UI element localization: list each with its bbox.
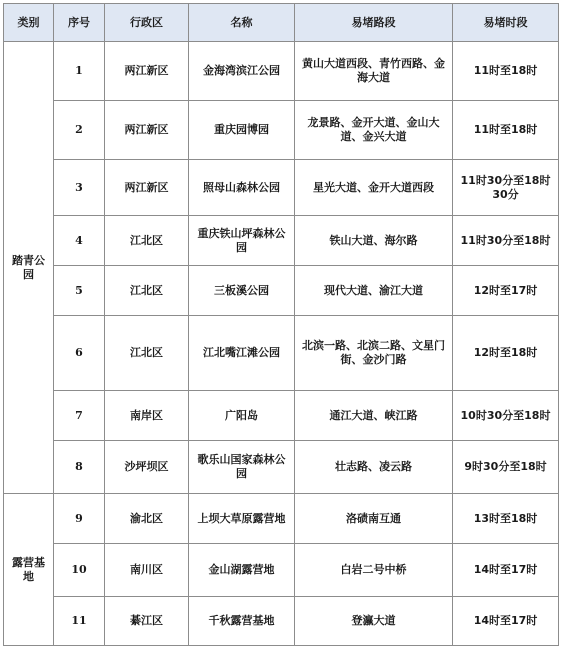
table-row: [4, 266, 559, 316]
header-name: 名称: [189, 4, 295, 42]
name-cell: 广阳岛: [189, 391, 295, 441]
time-cell: 14时至17时: [453, 544, 559, 597]
district-cell: 江北区: [105, 216, 189, 266]
time-cell: 12时至17时: [453, 266, 559, 316]
time-cell: 10时30分至18时: [453, 391, 559, 441]
name-cell: 重庆铁山坪森林公园: [189, 216, 295, 266]
row-number: 5: [54, 266, 105, 316]
header-roads: 易堵路段: [295, 4, 453, 42]
time-cell: 11时30分至18时: [453, 216, 559, 266]
congestion-table: [3, 3, 559, 646]
table-row: [4, 391, 559, 441]
table-row: [4, 216, 559, 266]
district-cell: 綦江区: [105, 597, 189, 646]
roads-cell: 星光大道、金开大道西段: [295, 160, 453, 216]
row-number: 1: [54, 42, 105, 101]
row-number: 2: [54, 101, 105, 160]
roads-cell: 通江大道、峡江路: [295, 391, 453, 441]
roads-cell: 白岩二号中桥: [295, 544, 453, 597]
district-cell: 南川区: [105, 544, 189, 597]
table-row: [4, 597, 559, 646]
row-number: 7: [54, 391, 105, 441]
table-row: [4, 316, 559, 391]
name-cell: 江北嘴江滩公园: [189, 316, 295, 391]
category-cell: 露营基地: [4, 494, 54, 646]
roads-cell: 壮志路、凌云路: [295, 441, 453, 494]
roads-cell: 铁山大道、海尔路: [295, 216, 453, 266]
name-cell: 歌乐山国家森林公园: [189, 441, 295, 494]
row-number: 6: [54, 316, 105, 391]
roads-cell: 洛碛南互通: [295, 494, 453, 544]
name-cell: 金海湾滨江公园: [189, 42, 295, 101]
district-cell: 两江新区: [105, 42, 189, 101]
header-time: 易堵时段: [453, 4, 559, 42]
district-cell: 渝北区: [105, 494, 189, 544]
table-row: [4, 544, 559, 597]
district-cell: 江北区: [105, 266, 189, 316]
roads-cell: 北滨一路、北滨二路、文星门街、金沙门路: [295, 316, 453, 391]
row-number: 3: [54, 160, 105, 216]
roads-cell: 现代大道、渝江大道: [295, 266, 453, 316]
table-row: [4, 160, 559, 216]
time-cell: 11时至18时: [453, 101, 559, 160]
row-number: 4: [54, 216, 105, 266]
district-cell: 江北区: [105, 316, 189, 391]
time-cell: 14时至17时: [453, 597, 559, 646]
name-cell: 重庆园博园: [189, 101, 295, 160]
row-number: 10: [54, 544, 105, 597]
header-row: [4, 4, 559, 42]
category-cell: 踏青公园: [4, 42, 54, 494]
table-row: [4, 441, 559, 494]
name-cell: 三板溪公园: [189, 266, 295, 316]
time-cell: 13时至18时: [453, 494, 559, 544]
time-cell: 12时至18时: [453, 316, 559, 391]
district-cell: 两江新区: [105, 160, 189, 216]
header-category: 类别: [4, 4, 54, 42]
time-cell: 11时30分至18时30分: [453, 160, 559, 216]
name-cell: 金山湖露营地: [189, 544, 295, 597]
district-cell: 两江新区: [105, 101, 189, 160]
table-row: [4, 101, 559, 160]
row-number: 8: [54, 441, 105, 494]
roads-cell: 黄山大道西段、青竹西路、金海大道: [295, 42, 453, 101]
name-cell: 上坝大草原露营地: [189, 494, 295, 544]
header-district: 行政区: [105, 4, 189, 42]
roads-cell: 龙景路、金开大道、金山大道、金兴大道: [295, 101, 453, 160]
district-cell: 沙坪坝区: [105, 441, 189, 494]
table-row: [4, 42, 559, 101]
time-cell: 9时30分至18时: [453, 441, 559, 494]
row-number: 11: [54, 597, 105, 646]
name-cell: 千秋露营基地: [189, 597, 295, 646]
district-cell: 南岸区: [105, 391, 189, 441]
roads-cell: 登瀛大道: [295, 597, 453, 646]
row-number: 9: [54, 494, 105, 544]
name-cell: 照母山森林公园: [189, 160, 295, 216]
header-number: 序号: [54, 4, 105, 42]
table-row: [4, 494, 559, 544]
time-cell: 11时至18时: [453, 42, 559, 101]
